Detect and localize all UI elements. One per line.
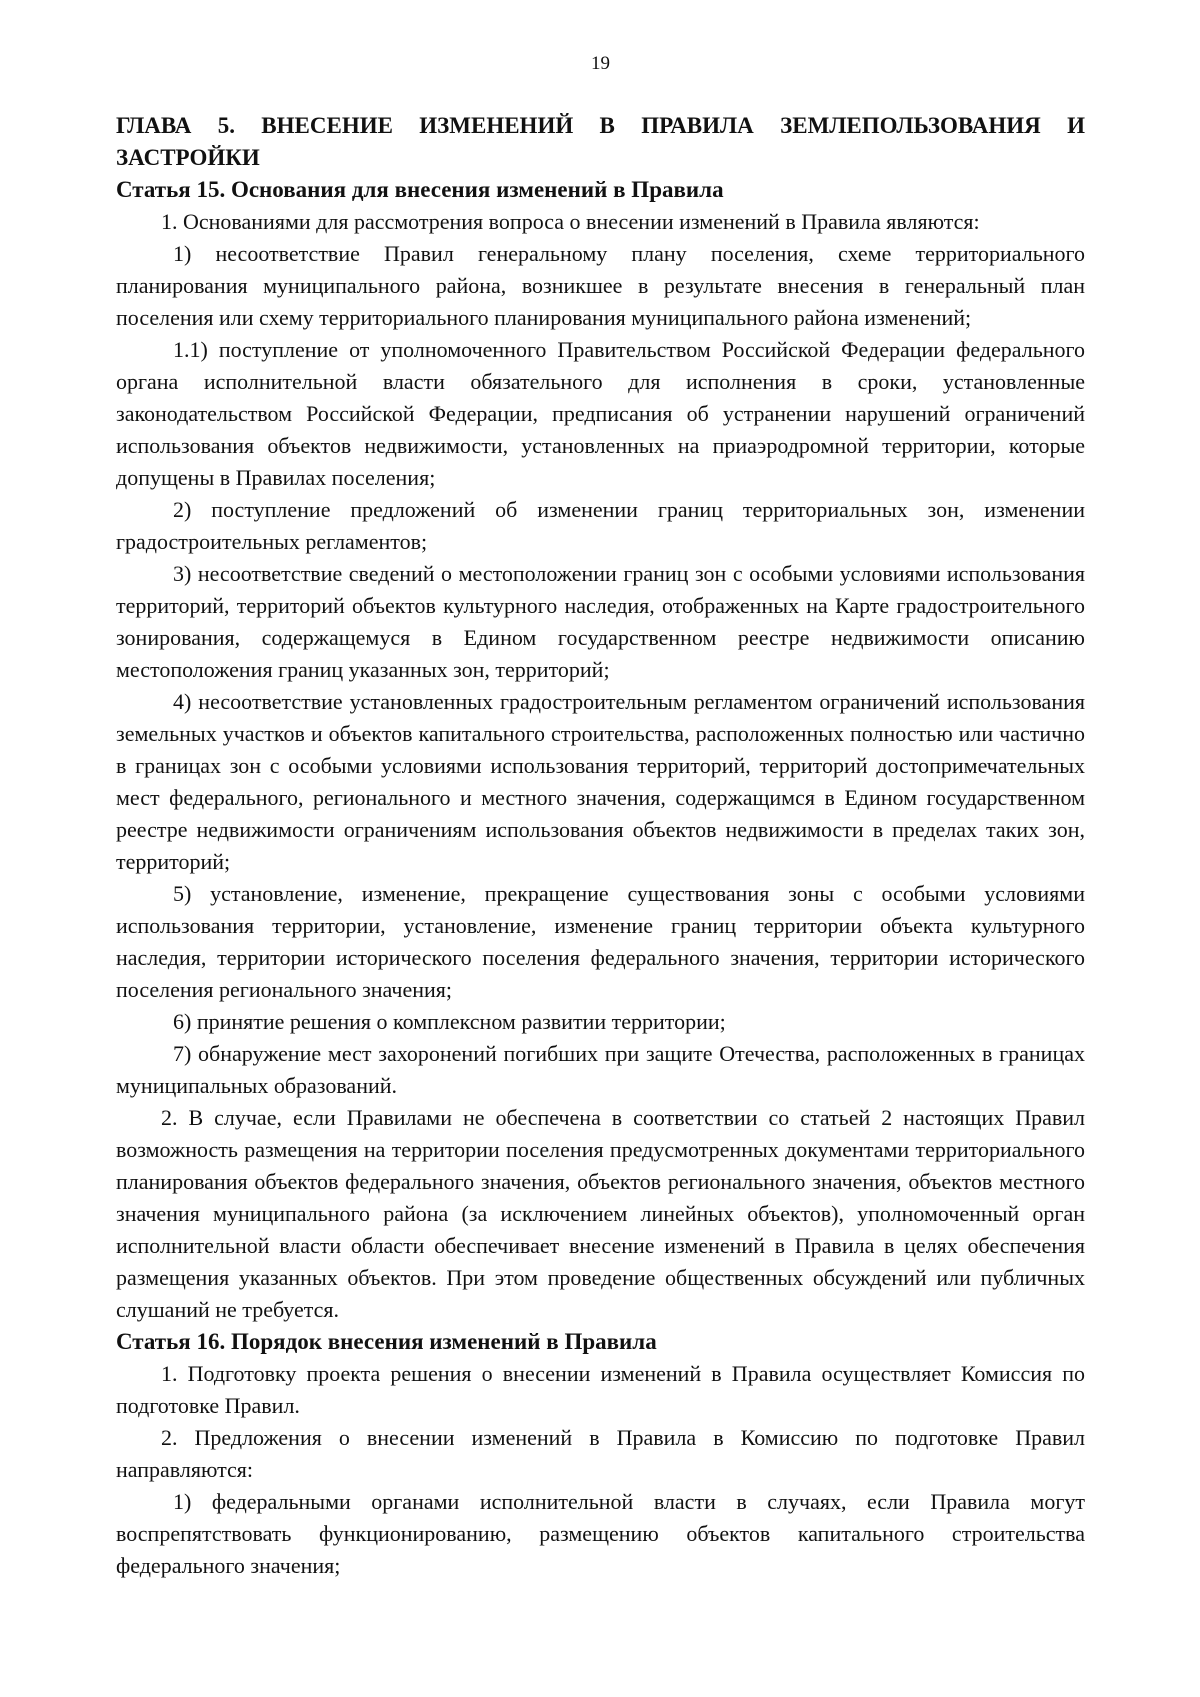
article-15-item-7: 7) обнаружение мест захоронений погибших при защите Отечества, расположенных в границах муниципальных образований. <box>116 1041 1085 1098</box>
article-15-item-1: 1) несоответствие Правил генеральному плану поселения, схеме территориального планирования муниципального района, возникшее в результате внесения в генеральный план поселения или схему территориального планирования муниципального района изменений; <box>116 241 1085 330</box>
article-15-item-6: 6) принятие решения о комплексном развитии территории; <box>173 1009 726 1034</box>
article-15-item-4: 4) несоответствие установленных градостроительным регламентом ограничений использования земельных участков и объектов капитального строительства, расположенных полностью или частично в границах зон с особыми условиями использования территорий, территорий достопримечательных мест федерального, регионального и местного значения, содержащимся в Едином государственном реестре недвижимости ограничениям использования объектов недвижимости в пределах таких зон, территорий; <box>116 689 1085 874</box>
document-page <box>116 52 1085 1582</box>
article-15-item-2: 2) поступление предложений об изменении границ территориальных зон, изменении градостроительных регламентов; <box>116 497 1085 554</box>
article-16-item-1: 1) федеральными органами исполнительной власти в случаях, если Правила могут воспрепятствовать функционированию, размещению объектов капитального строительства федерального значения; <box>116 1489 1085 1578</box>
article-15-item-5: 5) установление, изменение, прекращение существования зоны с особыми условиями использования территории, установление, изменение границ территории объекта культурного наследия, территории исторического поселения федерального значения, территории исторического поселения регионального значения; <box>116 881 1085 1002</box>
page-number: 19 <box>591 53 610 74</box>
article-16-title: Статья 16. Порядок внесения изменений в Правила <box>116 1329 657 1354</box>
article-15-item-1-1: 1.1) поступление от уполномоченного Правительством Российской Федерации федерального органа исполнительной власти обязательного для исполнения в сроки, установленные законодательством Российской Федерации, предписания об устранении нарушений ограничений использования объектов недвижимости, установленных на приаэродромной территории, которые допущены в Правилах поселения; <box>116 337 1085 490</box>
article-15-paragraph-1: 1. Основаниями для рассмотрения вопроса о внесении изменений в Правила являются: <box>161 209 980 234</box>
article-16-paragraph-2: 2. Предложения о внесении изменений в Правила в Комиссию по подготовке Правил направляются: <box>116 1425 1085 1482</box>
article-16-paragraph-1: 1. Подготовку проекта решения о внесении изменений в Правила осуществляет Комиссия по подготовке Правил. <box>116 1361 1085 1418</box>
article-15-paragraph-2: 2. В случае, если Правилами не обеспечена в соответствии со статьей 2 настоящих Правил возможность размещения на территории поселения предусмотренных документами территориального планирования объектов федерального значения, объектов регионального значения, объектов местного значения муниципального района (за исключением линейных объектов), уполномоченный орган исполнительной власти области обеспечивает внесение изменений в Правила в целях обеспечения размещения указанных объектов. При этом проведение общественных обсуждений или публичных слушаний не требуется. <box>116 1105 1085 1322</box>
chapter-title: ГЛАВА 5. ВНЕСЕНИЕ ИЗМЕНЕНИЙ В ПРАВИЛА ЗЕМЛЕПОЛЬЗОВАНИЯ И ЗАСТРОЙКИ <box>116 113 1085 170</box>
article-15-title: Статья 15. Основания для внесения изменений в Правила <box>116 177 724 202</box>
article-15-item-3: 3) несоответствие сведений о местоположении границ зон с особыми условиями использования территорий, территорий объектов культурного наследия, отображенных на Карте градостроительного зонирования, содержащемуся в Едином государственном реестре недвижимости описанию местоположения границ указанных зон, территорий; <box>116 561 1085 682</box>
